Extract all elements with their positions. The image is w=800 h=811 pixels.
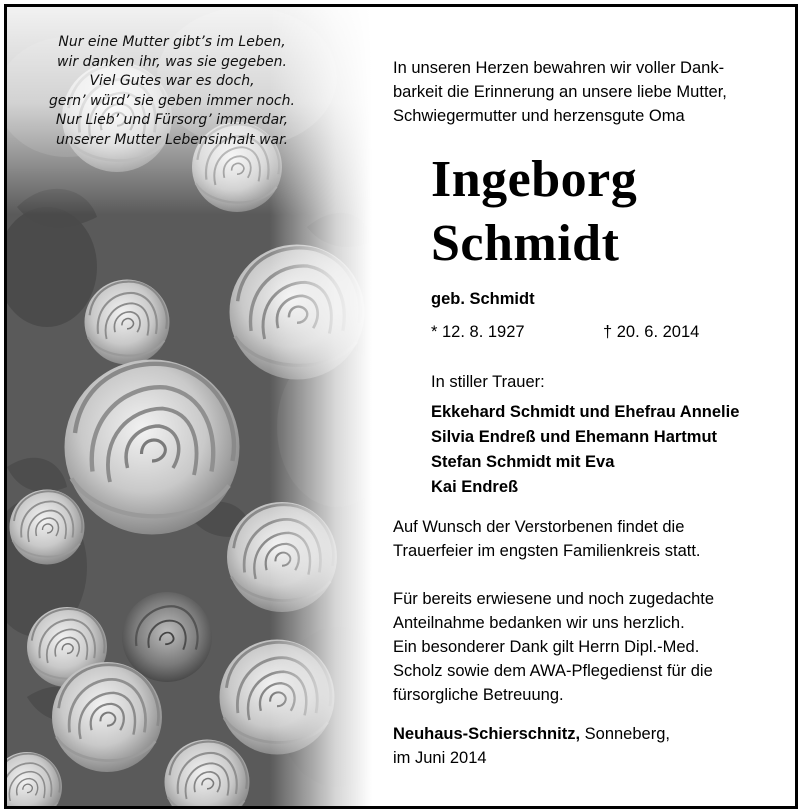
mourner: Stefan Schmidt mit Eva — [431, 453, 615, 471]
obituary-frame — [4, 4, 798, 809]
poem-line: unserer Mutter Lebensinhalt war. — [55, 131, 289, 148]
thanks-line: Für bereits erwiesene und noch zugedachte — [393, 590, 715, 608]
deceased-name — [431, 148, 637, 276]
poem — [7, 33, 337, 150]
place-rest: Sonneberg, — [580, 725, 670, 743]
first-name: Ingeborg — [431, 151, 638, 208]
poem-line: Nur eine Mutter gibt’s im Leben, — [58, 34, 286, 50]
birth-date: * 12. 8. 1927 — [431, 323, 525, 341]
poem-line: wir danken ihr, was sie gegeben. — [57, 53, 287, 70]
closing-date: im Juni 2014 — [393, 749, 487, 767]
intro-line: Schwiegermutter und herzensgute Oma — [393, 107, 685, 125]
born-name: geb. Schmidt — [431, 290, 535, 308]
intro-line: In unseren Herzen bewahren wir voller Dank- — [393, 59, 725, 77]
intro-line: barkeit die Erinnerung an unsere liebe Mutter, — [393, 83, 727, 101]
mourner: Ekkehard Schmidt und Ehefrau Annelie — [431, 403, 740, 421]
funeral-notice — [393, 515, 701, 563]
place-bold: Neuhaus-Schierschnitz, — [393, 725, 581, 743]
poem-line: gern’ würd’ sie geben immer noch. — [49, 92, 295, 109]
intro-text — [393, 56, 793, 128]
poem-line: Nur Lieb’ und Fürsorg’ immerdar, — [55, 112, 289, 128]
mourner: Kai Endreß — [431, 478, 519, 496]
thanks-line: fürsorgliche Betreuung. — [393, 686, 564, 704]
thanks-line: Scholz sowie dem AWA-Pflegedienst für die — [393, 662, 713, 680]
funeral-line: Trauerfeier im engsten Familienkreis statt. — [393, 542, 701, 560]
thanks-line: Ein besonderer Dank gilt Herrn Dipl.-Med. — [393, 638, 700, 656]
closing-place — [393, 722, 670, 746]
last-name: Schmidt — [431, 215, 620, 272]
mourners-list — [431, 400, 739, 500]
poem-line: Viel Gutes war es doch, — [89, 73, 255, 89]
funeral-line: Auf Wunsch der Verstorbenen findet die — [393, 518, 685, 536]
thanks-notice — [393, 587, 714, 707]
mourner: Silvia Endreß und Ehemann Hartmut — [431, 428, 718, 446]
closing-place-date — [393, 722, 670, 770]
mourning-label: In stiller Trauer: — [431, 373, 545, 391]
death-date: † 20. 6. 2014 — [603, 323, 700, 341]
thanks-line: Anteilnahme bedanken wir uns herzlich. — [393, 614, 685, 632]
